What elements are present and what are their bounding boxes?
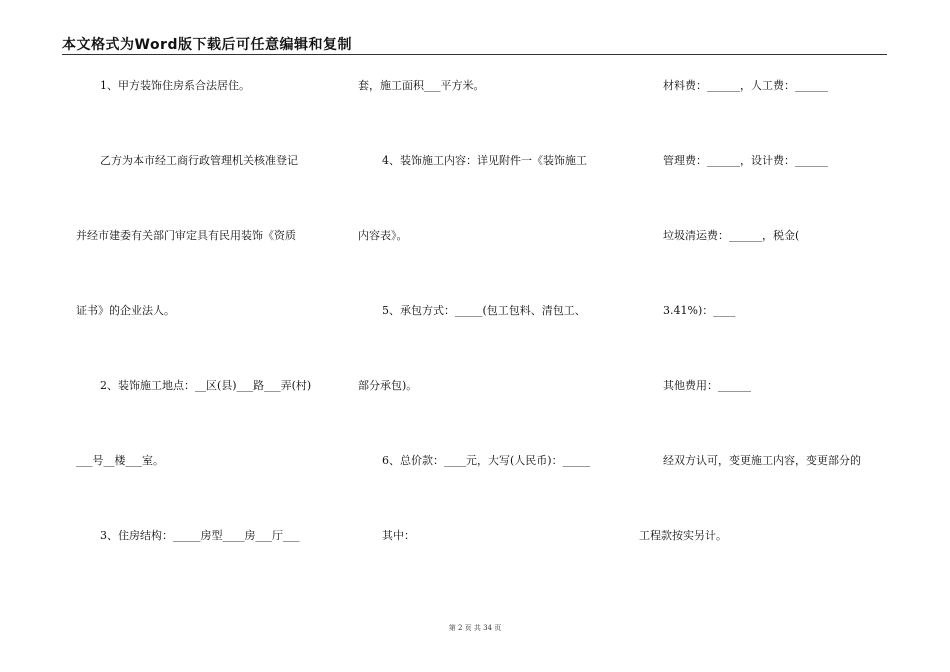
col1-line-4: 证书》的企业法人。 [76, 304, 175, 317]
col2-line-5: 部分承包)。 [358, 379, 418, 392]
col1-line-5: 2、装饰施工地点：__区(县)___路___弄(村) [100, 379, 312, 392]
page-number: 第 2 页 共 34 页 [448, 624, 502, 632]
header-divider [62, 54, 887, 55]
col3-line-6: 经双方认可，变更施工内容，变更部分的 [663, 454, 861, 467]
col2-line-3: 内容表》。 [358, 229, 408, 242]
document-header-title: 本文格式为Word版下载后可任意编辑和复制 [62, 37, 352, 53]
col2-line-2: 4、装饰施工内容：详见附件一《装饰施工 [382, 154, 587, 167]
col3-line-7: 工程款按实另计。 [639, 529, 727, 542]
col1-line-1: 1、甲方装饰住房系合法居住。 [100, 79, 250, 92]
col1-line-3: 并经市建委有关部门审定具有民用装饰《资质 [76, 229, 296, 242]
col3-line-4: 3.41%)：____ [663, 304, 736, 317]
col1-line-2: 乙方为本市经工商行政管理机关核准登记 [100, 154, 298, 167]
col3-line-3: 垃圾清运费：______，税金( [663, 229, 800, 242]
col3-line-1: 材料费：______，人工费：______ [663, 79, 828, 92]
col3-line-2: 管理费：______，设计费：______ [663, 154, 828, 167]
col3-line-5: 其他费用：______ [663, 379, 751, 392]
col2-line-7: 其中： [382, 529, 415, 542]
col2-line-6: 6、总价款：____元，大写(人民币)：_____ [382, 454, 591, 467]
col1-line-7: 3、住房结构：_____房型____房___厅___ [100, 529, 300, 542]
col2-line-1: 套，施工面积___平方米。 [358, 79, 485, 92]
col2-line-4: 5、承包方式：_____(包工包料、清包工、 [382, 304, 586, 317]
col1-line-6: ___号__楼___室。 [76, 454, 164, 467]
